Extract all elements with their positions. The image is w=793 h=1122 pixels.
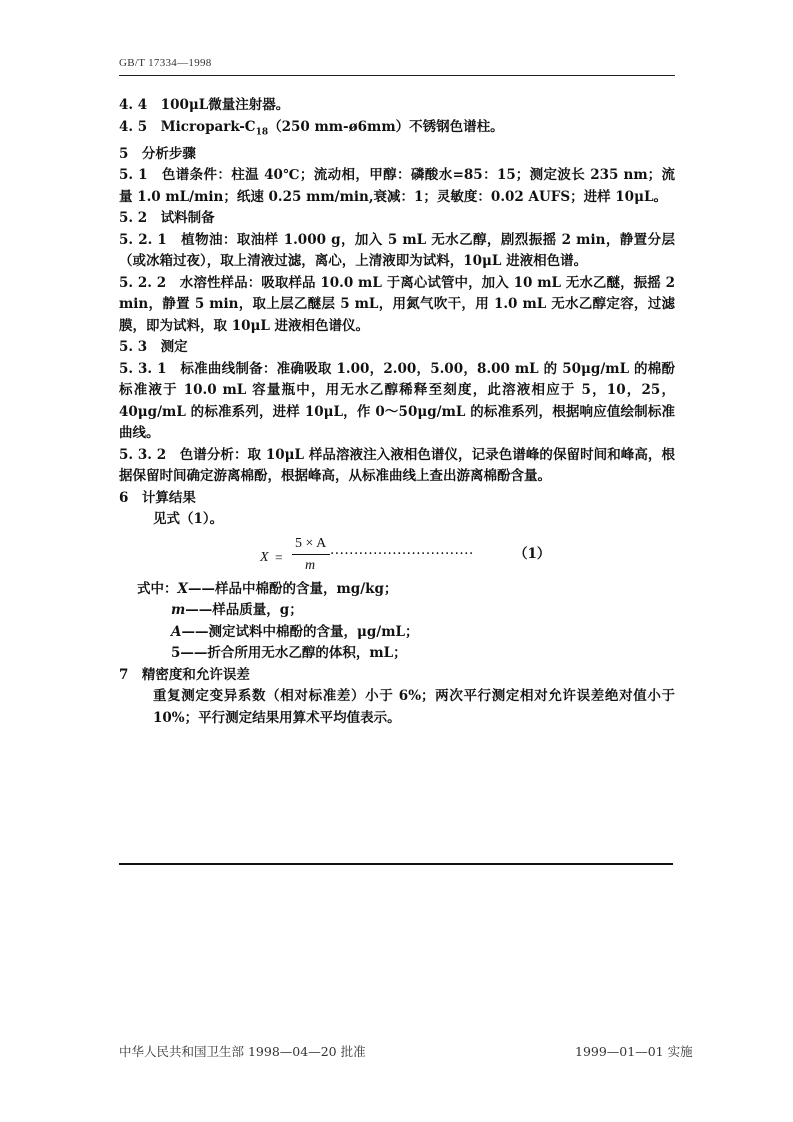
- section-5-heading: 5 分析步骤: [119, 145, 196, 162]
- def-5-line: 5——折合所用无水乙醇的体积，mL；: [171, 645, 407, 662]
- clause-5-1: 5. 1 色谱条件：柱温 40℃；流动相，甲醇：磷酸水=85：15；测定波长 235 nm；流量 1.0 mL/min；纸速 0.25 mm/min,衰减：1；灵敏度：0.02 AUFS；进样 10μL。: [119, 167, 675, 205]
- where-line: [119, 579, 675, 601]
- header-rule: [119, 75, 675, 76]
- formula-number: （1）: [514, 545, 551, 562]
- document-body: [119, 95, 675, 729]
- clause-4-5-post: （250 mm-ø6mm）不锈钢色谱柱。: [268, 118, 504, 135]
- formula-equals: =: [275, 549, 283, 565]
- clause-5-3-1: 5. 3. 1 标准曲线制备：准确吸取 1.00，2.00，5.00，8.00 mL 的 50μg/mL 的棉酚标准液于 10.0 mL 容量瓶中，用无水乙醇稀释至刻度，此溶液相应于 5，10，25，40μg/mL 的标准系列，进样 10μL，作 0～50μg/mL 的标准系列，根据响应值绘制标准曲线。: [119, 360, 675, 442]
- clause-5-2-1: 5. 2. 1 植物油：取油样 1.000 g，加入 5 mL 无水乙醇，剧烈振摇 2 min，静置分层（或冰箱过夜），取上清液过滤，离心，上清液即为试料，10μL 进液相色谱。: [119, 231, 675, 270]
- see-formula-text: 见式（1）。: [153, 511, 224, 528]
- section-7-body: 重复测定变异系数（相对标准差）小于 6%；两次平行测定相对允许误差绝对值小于 10%；平行测定结果用算术平均值表示。: [153, 688, 675, 726]
- def-a-text: ——测定试料中棉酚的含量，μg/mL；: [181, 623, 419, 640]
- formula-numerator: 5 × A: [295, 535, 327, 551]
- def-m-symbol: m: [171, 602, 186, 619]
- formula-denominator: m: [305, 557, 316, 573]
- clause-4-5: [119, 117, 675, 144]
- formula-lhs: X: [260, 549, 269, 565]
- section-7-heading: 7 精密度和允许误差: [119, 666, 250, 683]
- def-m-line: [119, 600, 675, 622]
- clause-5-2-2: 5. 2. 2 水溶性样品：吸取样品 10.0 mL 于离心试管中，加入 10 mL 无水乙醚，振摇 2 min，静置 5 min，取上层乙醚层 5 mL，用氮气吹干，用 1.0 mL 无水乙醇定容，过滤膜，即为试料，取 10μL 进液相色谱仪。: [119, 274, 675, 334]
- clause-5-3-heading: 5. 3 测定: [119, 339, 188, 356]
- formula-leader-dots: ······························: [330, 545, 474, 562]
- def-m-text: ——样品质量，g；: [185, 602, 303, 619]
- def-a-line: [119, 622, 675, 644]
- clause-5-3-2: 5. 3. 2 色谱分析：取 10μL 样品溶液注入液相色谱仪，记录色谱峰的保留时间和峰高，根据保留时间确定游离棉酚，根据峰高，从标准曲线上查出游离棉酚含量。: [119, 446, 675, 485]
- where-label: 式中：: [137, 580, 178, 597]
- end-rule: [119, 863, 673, 865]
- section-6-heading: 6 计算结果: [119, 489, 196, 506]
- def-x-symbol: X: [177, 580, 188, 597]
- footer-implementation: 1999—01—01 实施: [575, 1044, 693, 1059]
- clause-4-4: 4. 4 100μL微量注射器。: [119, 97, 290, 113]
- footer-approval: 中华人民共和国卫生部 1998—04—20 批准: [119, 1044, 366, 1059]
- clause-4-5-sub: 18: [255, 127, 269, 138]
- clause-5-2-heading: 5. 2 试料制备: [119, 210, 215, 227]
- def-x-text: ——样品中棉酚的含量，mg/kg；: [187, 580, 398, 597]
- standard-code: GB/T 17334—1998: [119, 57, 212, 69]
- formula-1: [119, 533, 675, 577]
- def-a-symbol: A: [171, 623, 182, 640]
- clause-4-5-pre: 4. 5 Micropark-C: [119, 118, 256, 135]
